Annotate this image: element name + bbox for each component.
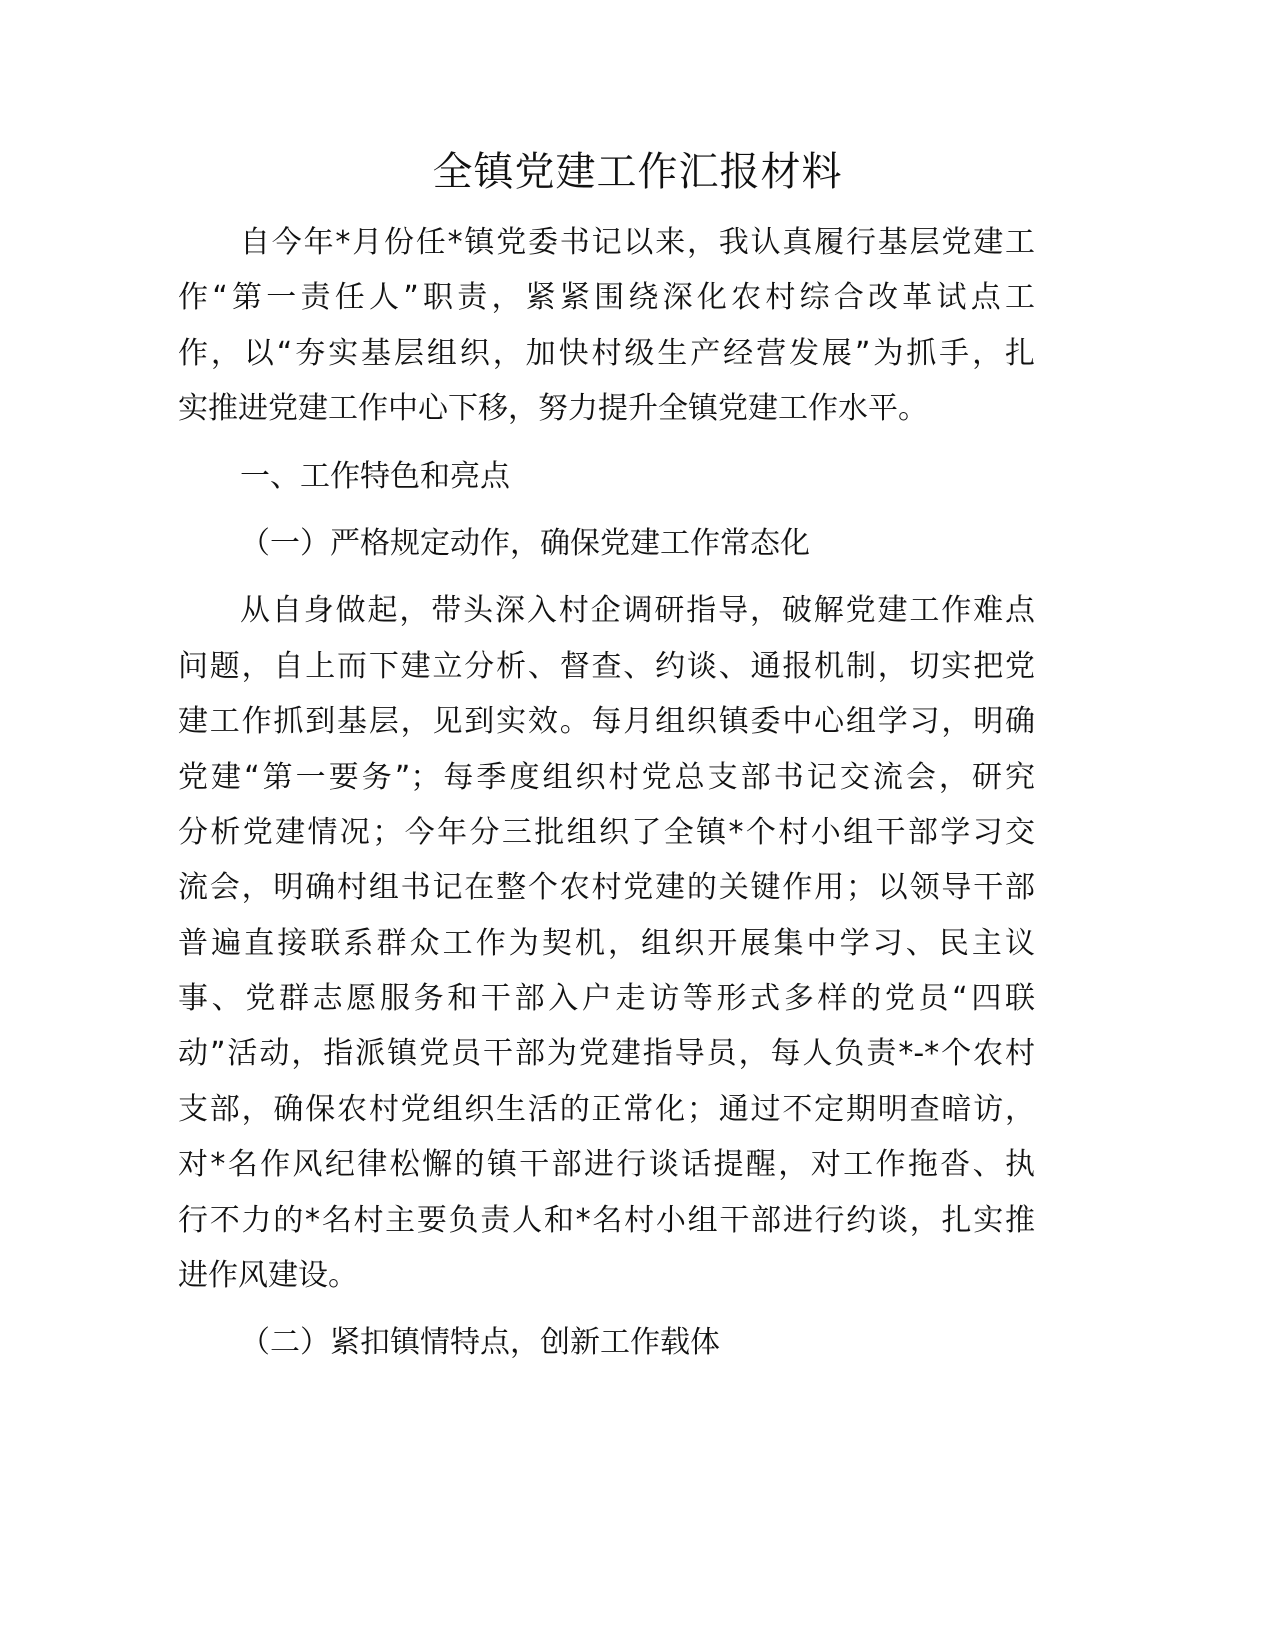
text-line: 实推进党建工作中心下移，努力提升全镇党建工作水平。: [178, 391, 928, 427]
paragraph: [178, 449, 1035, 504]
text-line: 党建“第一要务”；每季度组织村党总支部书记交流会，研究: [178, 759, 1035, 795]
text-line: 一、工作特色和亮点: [240, 458, 510, 494]
text-line: 问题，自上而下建立分析、督查、约谈、通报机制，切实把党: [178, 648, 1035, 684]
paragraph: [178, 1315, 1035, 1370]
text-line: 建工作抓到基层，见到实效。每月组织镇委中心组学习，明确: [178, 704, 1035, 740]
text-line: 行不力的*名村主要负责人和*名村小组干部进行约谈，扎实推: [178, 1202, 1035, 1238]
document-body: [178, 215, 1035, 1383]
text-line: （二）紧扣镇情特点，创新工作载体: [240, 1325, 720, 1361]
paragraph: [178, 516, 1035, 571]
paragraph: [178, 215, 1035, 437]
text-line: 作，以“夯实基层组织，加快村级生产经营发展”为抓手，扎: [178, 335, 1035, 371]
text-line: 从自身做起，带头深入村企调研指导，破解党建工作难点: [240, 593, 1035, 629]
text-line: 事、党群志愿服务和干部入户走访等形式多样的党员“四联: [178, 981, 1035, 1017]
text-line: 分析党建情况；今年分三批组织了全镇*个村小组干部学习交: [178, 814, 1035, 850]
text-line: 流会，明确村组书记在整个农村党建的关键作用；以领导干部: [178, 870, 1035, 906]
paragraph: [178, 583, 1035, 1303]
text-line: （一）严格规定动作，确保党建工作常态化: [240, 525, 810, 561]
document-title: 全镇党建工作汇报材料: [432, 149, 843, 195]
text-line: 普遍直接联系群众工作为契机，组织开展集中学习、民主议: [178, 925, 1035, 961]
text-line: 自今年*月份任*镇党委书记以来，我认真履行基层党建工: [240, 225, 1035, 260]
text-line: 进作风建设。: [178, 1258, 358, 1294]
text-line: 作“第一责任人”职责，紧紧围绕深化农村综合改革试点工: [178, 280, 1035, 316]
text-line: 动”活动，指派镇党员干部为党建指导员，每人负责*-*个农村: [178, 1036, 1035, 1072]
text-line: 对*名作风纪律松懈的镇干部进行谈话提醒，对工作拖沓、执: [178, 1147, 1035, 1183]
text-line: 支部，确保农村党组织生活的正常化；通过不定期明查暗访，: [178, 1091, 1035, 1127]
